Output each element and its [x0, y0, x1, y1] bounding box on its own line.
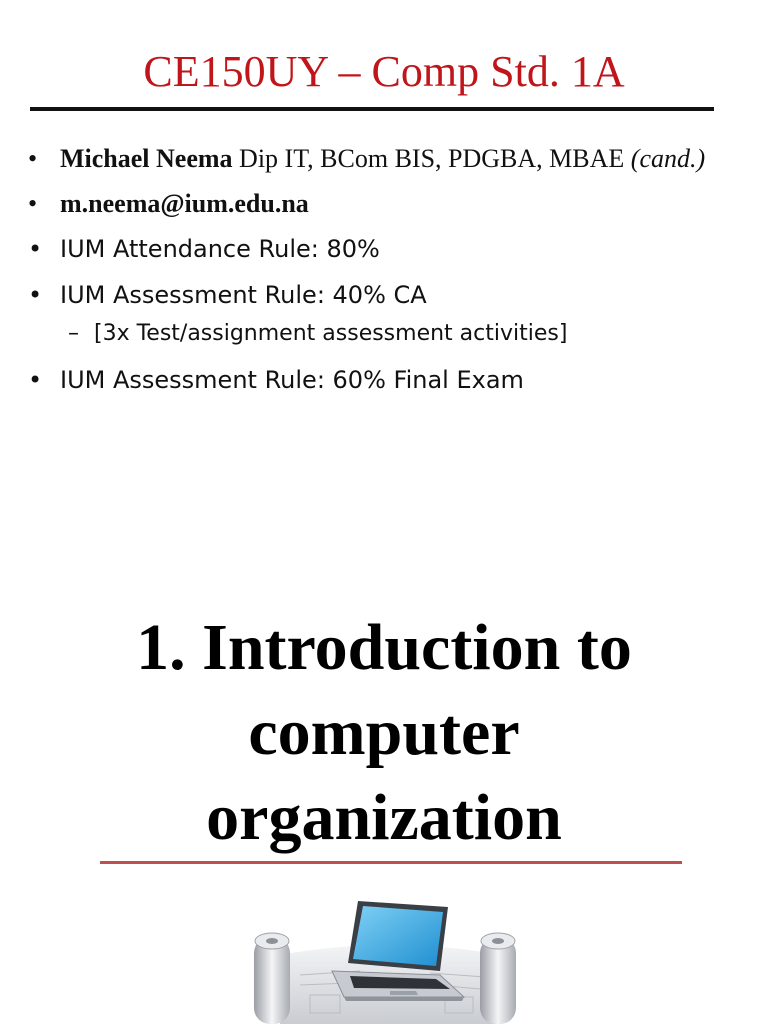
bullet-list [28, 138, 748, 401]
section-title [0, 605, 768, 860]
bullet-dot-icon: • [28, 281, 43, 309]
candidate-note: (cand.) [630, 144, 706, 173]
bullet-assessment-exam [28, 360, 748, 401]
bullet-dot-icon: • [28, 144, 38, 173]
assessment-ca-text: IUM Assessment Rule: 40% CA [60, 281, 427, 309]
bullet-assessment-ca [28, 275, 748, 316]
assessment-exam-text: IUM Assessment Rule: 60% Final Exam [60, 366, 524, 394]
bullet-email [28, 183, 748, 224]
title-divider [30, 107, 714, 111]
dash-icon: – [68, 321, 79, 346]
instructor-name: Michael Neema [60, 144, 233, 173]
instructor-credentials: Dip IT, BCom BIS, PDGBA, MBAE [232, 144, 631, 173]
section-title-line-1: 1. Introduction to [136, 611, 632, 684]
section-divider [100, 861, 682, 864]
slide-title: CE150UY – Comp Std. 1A [143, 47, 625, 96]
laptop-on-blueprints-icon [240, 885, 540, 1024]
section-title-line-3: organization [206, 781, 562, 854]
sub-bullet-ca-details [28, 316, 748, 352]
section-title-line-2: computer [248, 696, 520, 769]
ca-details-text: [3x Test/assignment assessment activities] [94, 321, 568, 346]
attendance-rule-text: IUM Attendance Rule: 80% [60, 235, 380, 263]
instructor-email: m.neema@ium.edu.na [60, 189, 309, 218]
bullet-dot-icon: • [28, 189, 38, 218]
bullet-attendance-rule [28, 229, 748, 270]
bullet-dot-icon: • [28, 235, 43, 263]
bullet-dot-icon: • [28, 366, 43, 394]
bullet-instructor [28, 138, 748, 179]
